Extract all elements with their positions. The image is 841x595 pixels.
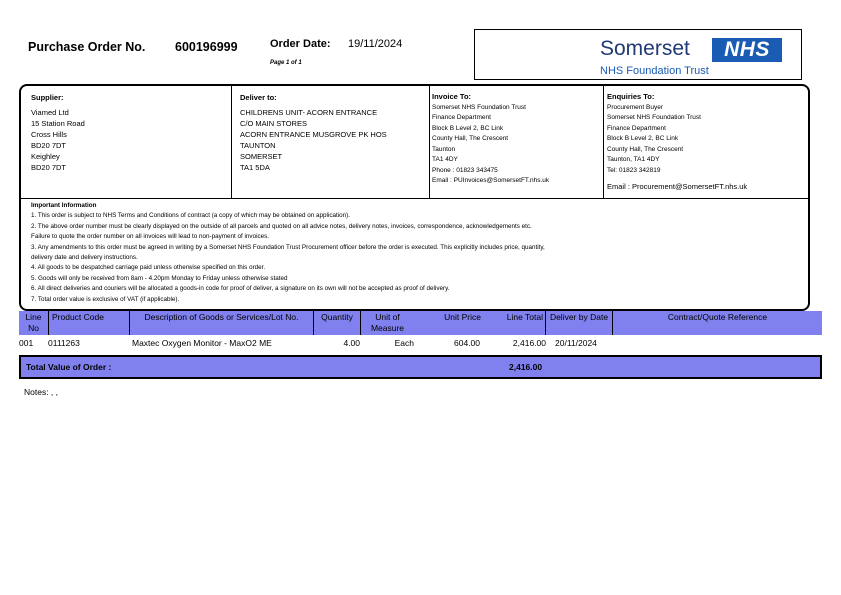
- address-info-box: [19, 84, 810, 311]
- deliver-to-line: TA1 5DA: [240, 163, 270, 172]
- supplier-line: Viamed Ltd: [31, 108, 69, 117]
- invoice-to-heading: Invoice To:: [432, 92, 472, 101]
- supplier-line: 15 Station Road: [31, 119, 85, 128]
- col-header-deliver-by: Deliver by Date: [549, 312, 609, 322]
- section-divider: [21, 198, 808, 199]
- page-indicator: Page 1 of 1: [270, 60, 302, 66]
- cell-line-no: 001: [19, 338, 34, 348]
- cell-quantity: 4.00: [343, 338, 360, 348]
- col-header-unit: Unit of Measure: [370, 312, 405, 333]
- supplier-line: BD20 7DT: [31, 163, 67, 172]
- invoice-to-line: Taunton: [432, 145, 456, 153]
- important-line: 4. All goods to be despatched carriage paid unless otherwise specified on this order.: [31, 264, 266, 272]
- cell-description: Maxtec Oxygen Monitor - MaxO2 ME: [132, 338, 272, 348]
- invoice-to-line: TA1 4DY: [432, 156, 458, 163]
- order-table-header: [19, 311, 822, 335]
- supplier-block: [31, 92, 85, 173]
- deliver-to-block: [240, 92, 387, 173]
- important-line: 2. The above order number must be clearly displayed on the outside of all parcels and quoted on all advice notes, delivery notes, invoices, correspondence, acknowledgements etc.: [31, 222, 532, 230]
- invoice-to-line: Finance Department: [432, 114, 491, 121]
- col-header-contract: Contract/Quote Reference: [667, 312, 768, 322]
- important-information: [31, 201, 801, 305]
- header-divider: [360, 311, 361, 335]
- invoice-to-line: Somerset NHS Foundation Trust: [432, 103, 526, 111]
- order-total-bar: [19, 355, 822, 379]
- enquiries-line: Somerset NHS Foundation Trust: [607, 114, 701, 121]
- enquiries-email: Email : Procurement@SomersetFT.nhs.uk: [607, 182, 748, 191]
- important-heading: Important Information: [31, 202, 97, 209]
- col-header-description: Description of Goods or Services/Lot No.: [144, 312, 299, 322]
- important-line: 6. All direct deliveries and couriers will be allocated a goods-in code for proof of deliver, a signature on its own will not be accepted as proof of delivery.: [31, 285, 450, 293]
- order-date-value: 19/11/2024: [348, 38, 403, 50]
- cell-unit-price: 604.00: [454, 338, 480, 348]
- enquiries-block: [607, 92, 747, 193]
- important-line: 5. Goods will only be received from 8am - 4.20pm Monday to Friday unless otherwise stated: [31, 274, 288, 282]
- important-line: Failure to quote the order number on all invoices will lead to non-payment of invoices.: [31, 233, 270, 241]
- enquiries-heading: Enquiries To:: [607, 92, 655, 101]
- column-divider: [429, 86, 430, 198]
- enquiries-line: Taunton, TA1 4DY: [607, 156, 660, 163]
- enquiries-line: Block B Level 2, BC Link: [607, 135, 679, 142]
- important-line: delivery date and delivery instructions.: [31, 254, 138, 262]
- trust-logo: [474, 29, 802, 80]
- order-date-label: Order Date:: [270, 38, 331, 50]
- nhs-badge: NHS: [712, 38, 782, 62]
- deliver-to-line: ACORN ENTRANCE MUSGROVE PK HOS: [240, 130, 387, 139]
- column-divider: [231, 86, 232, 198]
- deliver-to-line: CHILDRENS UNIT- ACORN ENTRANCE: [240, 108, 378, 117]
- supplier-line: Cross Hills: [31, 130, 67, 139]
- important-line: 7. Total order value is exclusive of VAT (if applicable).: [31, 295, 180, 303]
- invoice-to-line: County Hall, The Crescent: [432, 135, 509, 142]
- deliver-to-line: C/O MAIN STORES: [240, 119, 307, 128]
- deliver-to-line: SOMERSET: [240, 152, 283, 161]
- po-label: Purchase Order No.: [28, 40, 146, 54]
- logo-wordmark: Somerset: [600, 37, 690, 60]
- col-header-line-total: Line Total: [506, 312, 543, 322]
- enquiries-line: Finance Department: [607, 124, 666, 132]
- total-label: Total Value of Order :: [26, 362, 112, 372]
- logo-subtitle: NHS Foundation Trust: [600, 65, 709, 77]
- po-number: 600196999: [175, 40, 238, 54]
- cell-deliver-by: 20/11/2024: [555, 338, 597, 348]
- invoice-to-line: Phone : 01823 343475: [432, 166, 498, 174]
- enquiries-line: Procurement Buyer: [607, 103, 663, 111]
- invoice-to-line: Email : PUInvoices@SomersetFT.nhs.uk: [432, 177, 550, 184]
- cell-line-total: 2,416.00: [512, 338, 546, 348]
- total-value: 2,416.00: [509, 362, 543, 372]
- col-header-unit-price: Unit Price: [444, 312, 481, 322]
- deliver-to-heading: Deliver to:: [240, 93, 277, 102]
- supplier-line: Keighley: [31, 152, 60, 161]
- supplier-line: BD20 7DT: [31, 141, 67, 150]
- notes: Notes: , ,: [24, 387, 59, 397]
- enquiries-line: Tel: 01823 342819: [607, 166, 661, 174]
- cell-unit: Each: [394, 338, 414, 348]
- supplier-heading: Supplier:: [31, 93, 64, 102]
- cell-product-code: 0111263: [48, 338, 80, 348]
- invoice-to-line: Block B Level 2, BC Link: [432, 124, 504, 132]
- important-line: 1. This order is subject to NHS Terms and Conditions of contract (a copy of which may be obtained on application).: [31, 212, 350, 220]
- col-header-line-no: Line No: [25, 312, 42, 333]
- col-header-product-code: Product Code: [52, 312, 104, 322]
- deliver-to-line: TAUNTON: [240, 141, 276, 150]
- enquiries-line: County Hall, The Crescent: [607, 145, 684, 153]
- important-line: 3. Any amendments to this order must be agreed in writing by a Somerset NHS Foundation Trust Procurement officer before the order is executed. This explicitly includes price, quantity,: [31, 243, 545, 251]
- col-header-quantity: Quantity: [321, 312, 353, 322]
- column-divider: [603, 86, 604, 198]
- invoice-to-block: [432, 92, 549, 187]
